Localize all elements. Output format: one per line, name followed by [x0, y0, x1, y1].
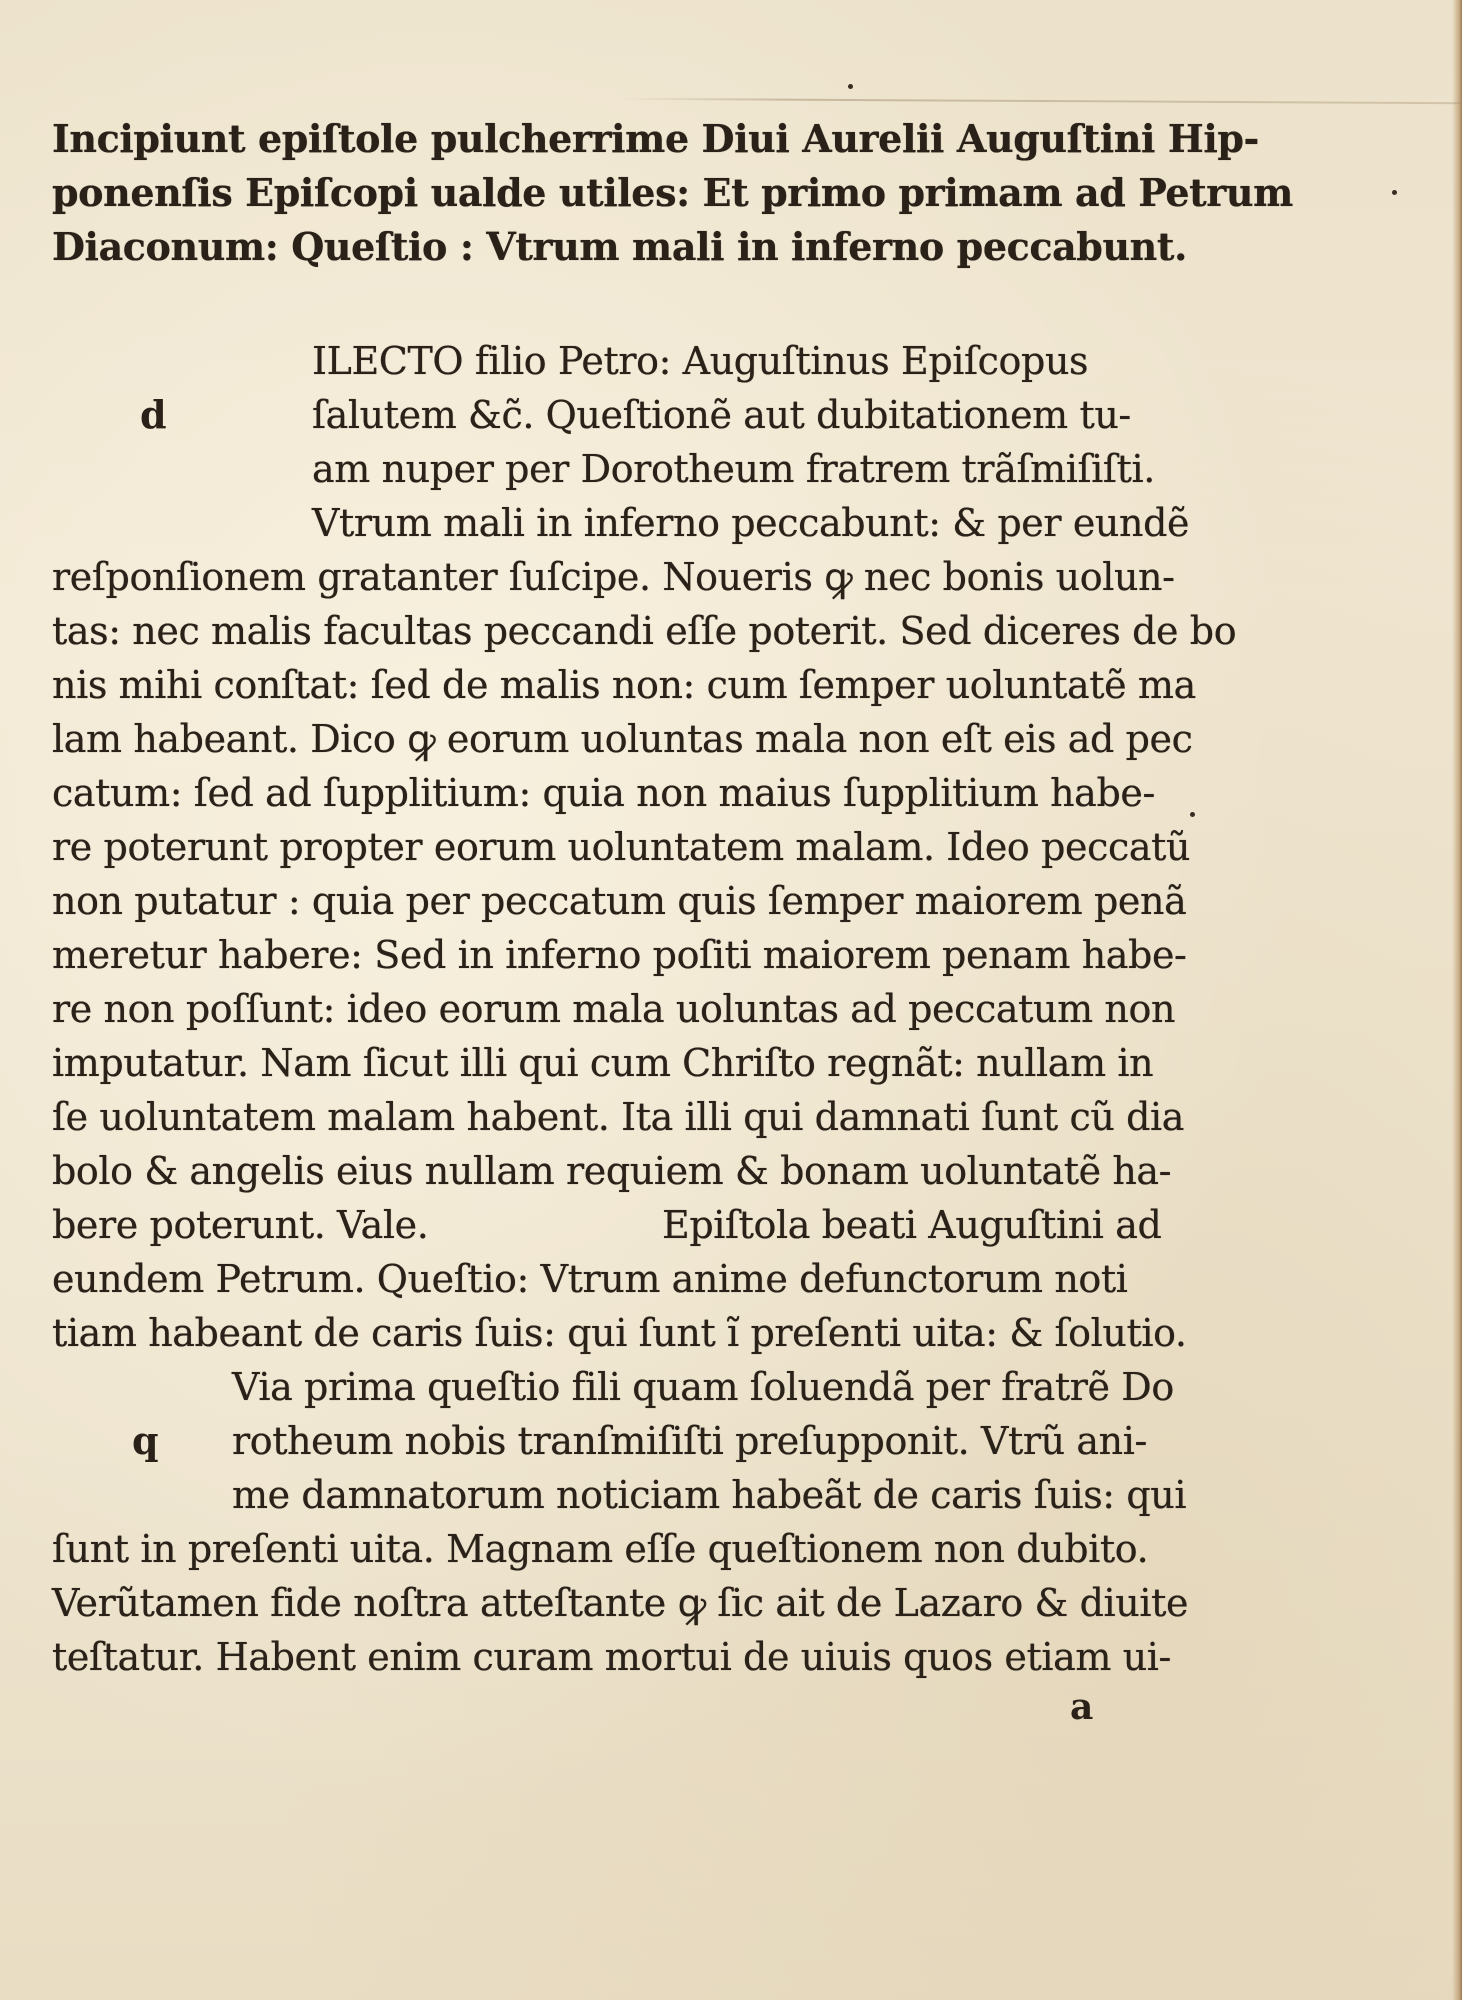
second-epistle-heading-start: Epiſtola beati Auguſtini ad	[662, 1203, 1162, 1247]
text-line: lam habeant. Dico ꝙ eorum uoluntas mala non eſt eis ad pec	[52, 717, 1193, 761]
signature-mark: a	[1070, 1686, 1094, 1728]
text-line: non putatur : quia per peccatum quis ſemper maiorem penã	[52, 879, 1187, 923]
text-line: ſunt in preſenti uita. Magnam eſſe queſtionem non dubito.	[52, 1527, 1149, 1571]
text-line-closing: bere poterunt. Vale.	[52, 1203, 429, 1247]
text-line: tas: nec malis facultas peccandi eſſe poterit. Sed diceres de bo	[52, 609, 1237, 653]
text-line: ſe uoluntatem malam habent. Ita illi qui damnati ſunt cũ dia	[52, 1095, 1185, 1139]
ink-speck	[848, 84, 853, 89]
page-edge-stain	[1452, 0, 1462, 2000]
paper-crease	[620, 98, 1462, 104]
ink-speck	[1392, 190, 1397, 195]
epistle-heading-line: tiam habeant de caris ſuis: qui ſunt ĩ preſenti uita: & ſolutio.	[52, 1311, 1187, 1355]
text-line: Verũtamen fide noſtra atteſtante ꝙ ſic ait de Lazaro & diuite	[52, 1581, 1189, 1625]
text-line: re poterunt propter eorum uoluntatem malam. Ideo peccatũ	[52, 825, 1191, 869]
heading-line: ponenſis Epiſcopi ualde utiles: Et primo primam ad Petrum	[52, 170, 1293, 215]
heading-line: Incipiunt epiſtole pulcherrime Diui Aurelii Auguſtini Hip-	[52, 116, 1259, 161]
text-line: imputatur. Nam ſicut illi qui cum Chriſto regnãt: nullam in	[52, 1041, 1154, 1085]
heading-line: Diaconum: Queſtio : Vtrum mali in inferno peccabunt.	[52, 224, 1187, 269]
text-line: teſtatur. Habent enim curam mortui de uiuis quos etiam ui-	[52, 1635, 1171, 1679]
text-line: reſponſionem gratanter ſuſcipe. Noueris ꝙ nec bonis uolun-	[52, 555, 1175, 599]
text-line: rotheum nobis tranſmiſiſti preſupponit. Vtrũ ani-	[232, 1419, 1147, 1463]
epistle-heading-line: eundem Petrum. Queſtio: Vtrum anime defunctorum noti	[52, 1257, 1128, 1301]
text-line: Via prima queſtio fili quam ſoluendã per fratrẽ Do	[232, 1365, 1174, 1409]
text-line: meretur habere: Sed in inferno poſiti maiorem penam habe-	[52, 933, 1187, 977]
text-line: Vtrum mali in inferno peccabunt: & per eundẽ	[312, 501, 1190, 545]
text-line: nis mihi conſtat: ſed de malis non: cum ſemper uoluntatẽ ma	[52, 663, 1196, 707]
text-line: catum: ſed ad ſupplitium: quia non maius ſupplitium habe-	[52, 771, 1155, 815]
text-line: ſalutem &c̃. Queſtionẽ aut dubitationem tu-	[312, 393, 1131, 437]
text-line: ILECTO filio Petro: Auguſtinus Epiſcopus	[312, 339, 1089, 383]
text-line: am nuper per Dorotheum fratrem trãſmiſiſti.	[312, 447, 1155, 491]
text-line: re non poſſunt: ideo eorum mala uoluntas ad peccatum non	[52, 987, 1176, 1031]
ink-speck	[1190, 812, 1195, 817]
initial-guide-letter: q	[132, 1418, 159, 1463]
text-line: bolo & angelis eius nullam requiem & bonam uoluntatẽ ha-	[52, 1149, 1172, 1193]
text-line: me damnatorum noticiam habeãt de caris ſuis: qui	[232, 1473, 1187, 1517]
initial-guide-letter: d	[140, 392, 167, 437]
